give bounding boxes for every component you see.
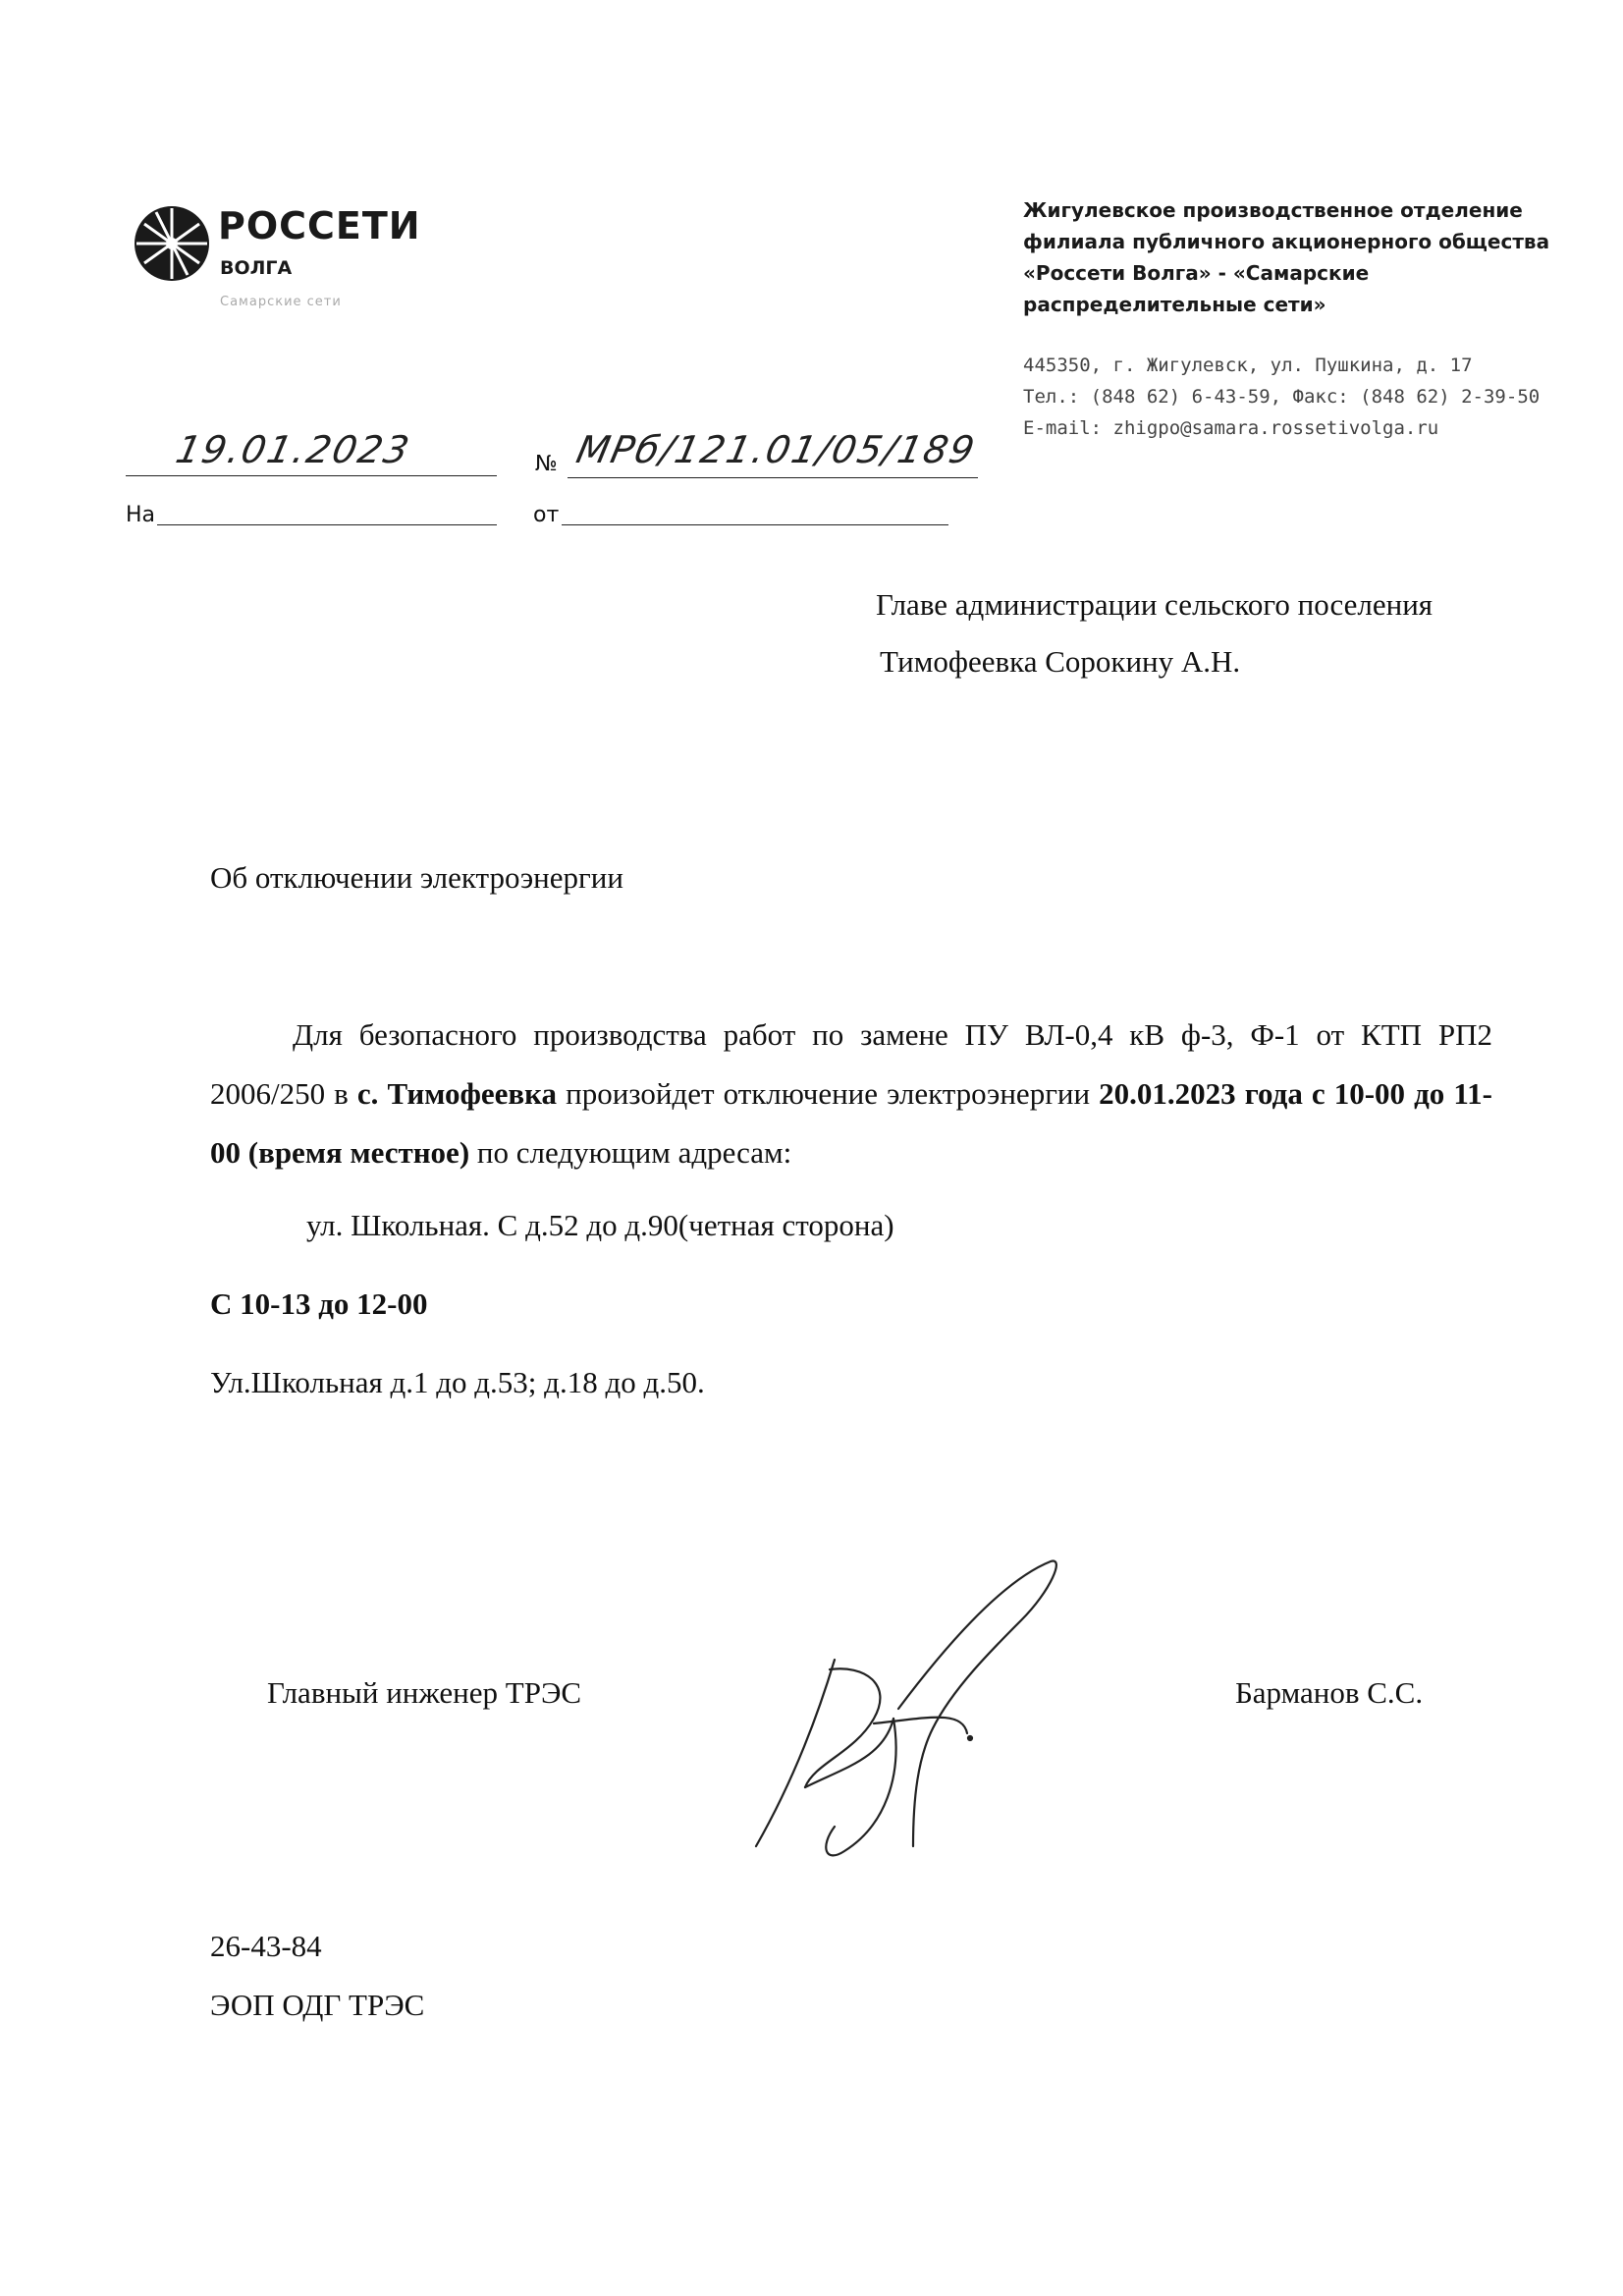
letter-subject: Об отключении электроэнергии <box>210 860 623 895</box>
brand-region: ВОЛГА <box>220 257 293 279</box>
street-range-2: Ул.Школьная д.1 до д.53; д.18 до д.50. <box>210 1365 705 1399</box>
brand-subtitle: Самарские сети <box>220 295 342 309</box>
na-field-line <box>157 524 497 525</box>
signatory-role: Главный инженер ТРЭС <box>267 1675 582 1710</box>
body-place: с. Тимофеевка <box>356 1076 558 1111</box>
rosseti-logo-icon <box>123 194 221 293</box>
signatory-name: Барманов С.С. <box>1235 1675 1424 1710</box>
handwritten-signature <box>727 1552 1080 1876</box>
date-field-line <box>126 475 497 476</box>
org-address: 445350, г. Жигулевск, ул. Пушкина, д. 17 <box>1023 355 1473 376</box>
handwritten-date: 19.01.2023 <box>172 428 415 471</box>
org-phone-fax: Тел.: (848 62) 6-43-59, Факс: (848 62) 2-39-50 <box>1023 386 1541 408</box>
org-name-line: распределительные сети» <box>1023 293 1326 316</box>
org-name-line: Жигулевское производственное отделение <box>1023 198 1523 222</box>
ot-label: от <box>533 503 560 527</box>
body-text: по следующим адресам: <box>469 1135 792 1170</box>
body-paragraph <box>210 1006 1492 1182</box>
org-name-line: филиала публичного акционерного общества <box>1023 230 1550 253</box>
org-name-line: «Россети Волга» - «Самарские <box>1023 261 1370 285</box>
executor-phone: 26-43-84 <box>210 1929 322 1963</box>
body-text: Для безопасного производства работ по замене ПУ ВЛ-0,4 кВ ф-3, Ф-1 от КТП РП2 2006/250 в <box>210 1017 1492 1111</box>
number-label: № <box>535 452 558 476</box>
handwritten-number: МРб/121.01/05/189 <box>572 428 981 471</box>
addressee-line-1: Главе администрации сельского поселения <box>876 587 1434 622</box>
time-range-2: С 10-13 до 12-00 <box>210 1286 428 1321</box>
executor-department: ЭОП ОДГ ТРЭС <box>210 1988 425 2022</box>
addressee-line-2: Тимофеевка Сорокину А.Н. <box>880 644 1241 679</box>
organization-name <box>1023 194 1612 320</box>
organization-contacts <box>1023 350 1612 444</box>
org-email: E-mail: zhigpo@samara.rossetivolga.ru <box>1023 417 1439 439</box>
number-field-line <box>568 477 978 478</box>
ot-field-line <box>562 524 948 525</box>
na-label: На <box>126 503 156 527</box>
brand-name: РОССЕТИ <box>218 204 421 247</box>
body-text: произойдет отключение электроэнергии <box>557 1076 1100 1111</box>
body-date-time: 20.01.2023 года с 10-00 до 11-00 (время местное) <box>210 1076 1492 1170</box>
street-range-1: ул. Школьная. С д.52 до д.90(четная сторона) <box>306 1208 894 1242</box>
